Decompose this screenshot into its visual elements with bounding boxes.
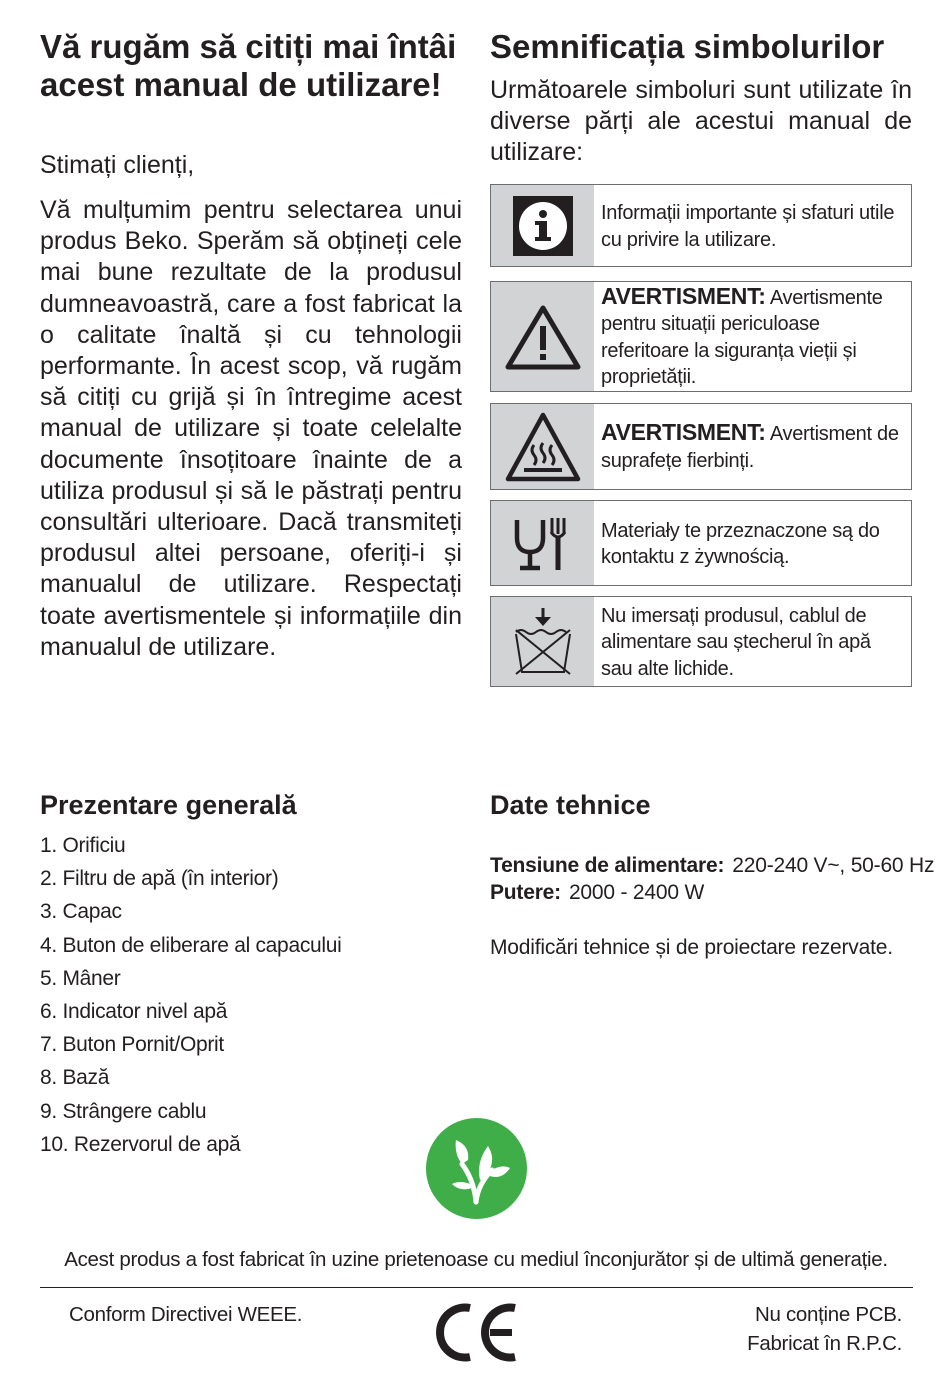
list-item: 2. Filtru de apă (în interior) bbox=[40, 867, 279, 891]
symbol-row-food-contact bbox=[490, 500, 912, 586]
power-row bbox=[490, 879, 930, 906]
parts-list bbox=[40, 829, 440, 1161]
greeting: Stimați clienți, bbox=[40, 151, 195, 179]
eco-leaf-icon bbox=[426, 1118, 527, 1219]
list-item: 6. Indicator nivel apă bbox=[40, 1000, 228, 1024]
power-label: Putere: bbox=[490, 881, 561, 904]
symbol-row-no-immersion bbox=[490, 596, 912, 687]
intro-title: Vă rugăm să citiți mai întâi acest manual de utilizare! bbox=[40, 28, 457, 103]
symbols-intro: Următoarele simboluri sunt utilizate în diverse părți ale acestui manual de utilizare: bbox=[490, 76, 912, 166]
food-contact-icon bbox=[491, 501, 594, 585]
overview-title: Prezentare generală bbox=[40, 790, 297, 820]
power-value: 2000 - 2400 W bbox=[568, 881, 705, 904]
origin-text: Fabricat în R.P.C. bbox=[747, 1332, 902, 1355]
symbol-text: Materiały te przeznaczone są do kontaktu z żywnością. bbox=[601, 519, 880, 568]
voltage-value: 220-240 V~, 50-60 Hz bbox=[732, 854, 935, 877]
pcb-text: Nu conține PCB. bbox=[754, 1303, 902, 1326]
list-item: 5. Mâner bbox=[40, 966, 121, 990]
hot-surface-icon bbox=[491, 404, 594, 489]
list-item: 10. Rezervorul de apă bbox=[40, 1132, 241, 1156]
symbol-text: Informații importante și sfaturi utile cu privire la utilizare. bbox=[601, 202, 895, 251]
intro-paragraph: Vă mulțumim pentru selectarea unui produs Beko. Sperăm să obțineți cele mai bune rezultate de la produsul dumneavoastră, care a fost fabricat la o calitate înaltă și cu tehnologii performante. În acest scop, vă rugăm să citiți cu grijă și în întregime acest manual de utilizare și toate celelalte documente însoțitoare înainte de a utiliza produsul și să le păstrați pentru consultări ulterioare. Dacă transmiteți produsul altei persoane, oferiți-i și manualul de utilizare. Respectați toate avertismentele și informațiile din manualul de utilizare. bbox=[40, 196, 462, 661]
symbol-text: AVERTISMENT: Avertisment de suprafețe fierbinți. bbox=[601, 419, 899, 472]
symbol-text: AVERTISMENT: Avertismente pentru situații periculoase referitoare la siguranța vieții și proprietății. bbox=[601, 282, 883, 388]
symbol-text: Nu imersați produsul, cablul de alimentare sau ștecherul în apă sau alte lichide. bbox=[601, 604, 871, 680]
footer-divider bbox=[40, 1287, 913, 1288]
list-item: 3. Capac bbox=[40, 900, 122, 924]
list-item: 8. Bază bbox=[40, 1066, 110, 1090]
list-item: 7. Buton Pornit/Oprit bbox=[40, 1033, 224, 1057]
weee-text: Conform Directivei WEEE. bbox=[69, 1303, 303, 1326]
symbol-row-hot-surface bbox=[490, 403, 912, 490]
info-icon bbox=[491, 185, 594, 266]
tech-title: Date tehnice bbox=[490, 790, 651, 820]
list-item: 9. Strângere cablu bbox=[40, 1099, 207, 1123]
list-item: 1. Orificiu bbox=[40, 834, 126, 857]
tech-note: Modificări tehnice și de proiectare rezervate. bbox=[490, 936, 893, 959]
voltage-row bbox=[490, 852, 935, 879]
symbol-row-warning bbox=[490, 281, 912, 392]
list-item: 4. Buton de eliberare al capacului bbox=[40, 933, 342, 957]
symbols-title: Semnificația simbolurilor bbox=[490, 28, 885, 65]
voltage-label: Tensiune de alimentare: bbox=[490, 854, 725, 877]
warning-triangle-icon bbox=[491, 282, 594, 391]
symbol-row-info bbox=[490, 184, 912, 267]
eco-statement: Acest produs a fost fabricat în uzine prietenoase cu mediul înconjurător și de ultimă generație. bbox=[64, 1248, 888, 1271]
no-immersion-icon bbox=[491, 597, 594, 686]
ce-mark-icon bbox=[432, 1301, 522, 1364]
